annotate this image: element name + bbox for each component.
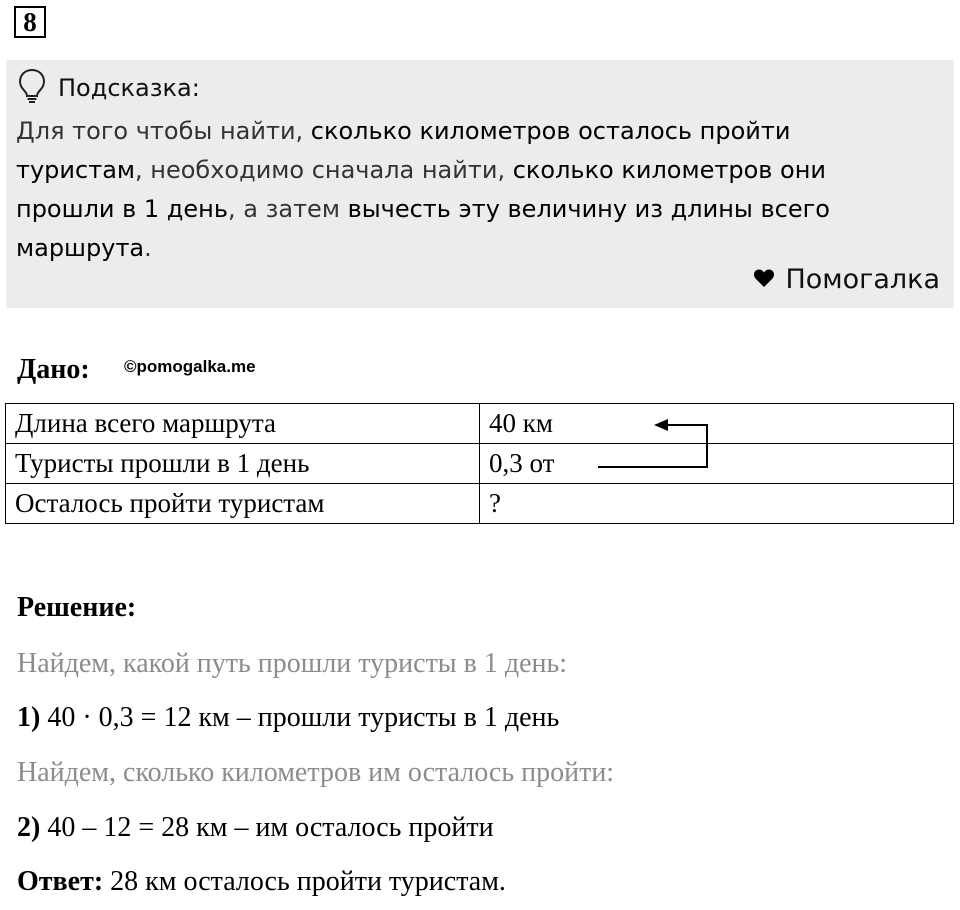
table-row xyxy=(6,484,954,524)
solution-step xyxy=(17,702,559,734)
table-row xyxy=(6,444,954,484)
brand xyxy=(753,264,940,295)
given-table xyxy=(5,403,954,524)
step-number: 2) xyxy=(17,812,41,843)
solution-comment: Найдем, сколько километров им осталось пройти: xyxy=(17,757,615,788)
solution-comment: Найдем, какой путь прошли туристы в 1 день: xyxy=(17,648,568,679)
hint-part: , а затем xyxy=(228,195,348,223)
solution-step xyxy=(17,812,494,844)
row-value: 0,3 от xyxy=(480,444,954,484)
table-row xyxy=(6,404,954,444)
row-label: Осталось пройти туристам xyxy=(6,484,480,524)
answer-label: Ответ: xyxy=(17,866,104,897)
answer-text: 28 км осталось пройти туристам. xyxy=(103,866,506,897)
hint-part-emphasis: вычесть эту величину из длины всего маршрута xyxy=(16,195,830,262)
step-text: 40 – 12 = 28 км – им осталось пройти xyxy=(40,812,494,843)
solution-title: Решение: xyxy=(17,592,137,623)
hint-box xyxy=(6,60,954,308)
hint-part-emphasis: сколько километров они прошли в 1 день xyxy=(16,156,827,223)
lightbulb-icon xyxy=(18,68,46,108)
brand-name: Помогалка xyxy=(785,264,940,295)
hint-header xyxy=(18,70,200,106)
hint-text xyxy=(16,112,916,268)
hint-part-emphasis: сколько километров осталось пройти туристам xyxy=(16,117,791,184)
hint-part: Для того чтобы найти, xyxy=(16,117,311,145)
hint-part: , необходимо сначала найти, xyxy=(135,156,513,184)
hint-title: Подсказка: xyxy=(58,74,200,102)
answer xyxy=(17,866,506,898)
step-number: 1) xyxy=(17,702,41,733)
row-value: ? xyxy=(480,484,954,524)
hint-part: . xyxy=(144,234,152,262)
step-text: 40 · 0,3 = 12 км – прошли туристы в 1 день xyxy=(40,702,560,733)
heart-icon xyxy=(753,264,785,295)
row-label: Туристы прошли в 1 день xyxy=(6,444,480,484)
row-value: 40 км xyxy=(480,404,954,444)
row-label: Длина всего маршрута xyxy=(6,404,480,444)
given-title: Дано: xyxy=(17,354,90,385)
task-number: 8 xyxy=(14,6,46,38)
copyright: ©pomogalka.me xyxy=(124,357,256,376)
